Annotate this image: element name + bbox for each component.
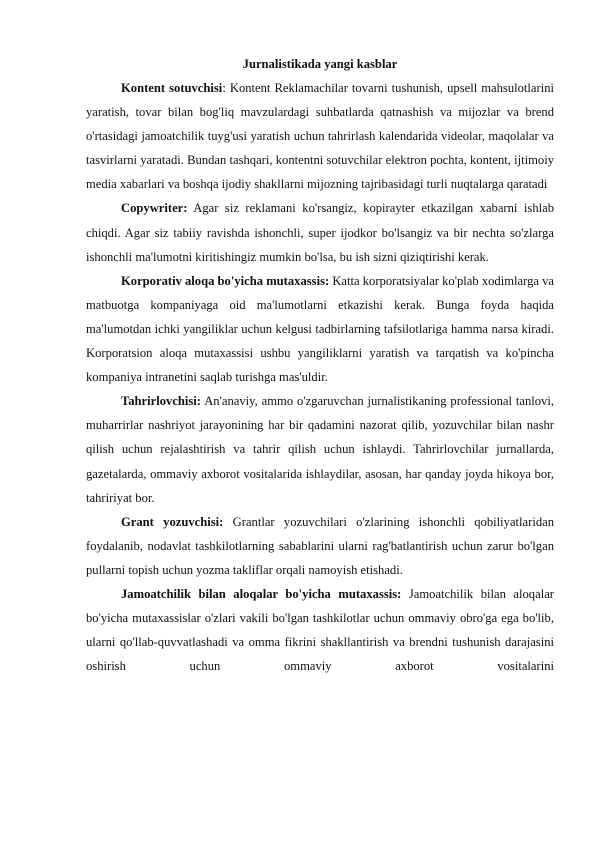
document-page — [86, 52, 554, 678]
paragraph-corporate-communications — [86, 269, 554, 389]
paragraph-text: Agar siz reklamani ko'rsangiz, kopirayter etkazilgan xabarni ishlab chiqdi. Agar siz tabiiy ravishda ishonchli, super ijodkor bo'lsangiz va bir nechta so'zlarga ishonchli ma'lumotni kiritishingiz mumkin bo'lsa, bu ish sizni qiziqtirishi kerak. — [86, 201, 554, 264]
document-title: Jurnalistikada yangi kasblar — [242, 57, 398, 71]
term-grant-writer: Grant yozuvchisi: — [121, 514, 224, 529]
paragraph-text: Jamoatchilik bilan aloqalar bo'yicha mutaxassislar o'zlari vakili bo'lgan tashkilotlar uchun ommaviy obro'ga ega bo'lib, ularni qo'llab-quvvatlashadi va omma fikrini shakllantirish va brendni tushunish darajasini oshirish uchun ommaviy axborot vositalarini — [86, 586, 554, 674]
term-public-relations: Jamoatchilik bilan aloqalar bo'yicha mutaxassis: — [121, 586, 402, 601]
term-separator: : — [222, 81, 226, 95]
paragraph-content-seller — [86, 76, 554, 196]
paragraph-text: Kontent Reklamachilar tovarni tushunish, upsell mahsulotlarini yaratish, tovar bilan bog'liq mavzulardagi suhbatlarda qatnashish va mijozlar va brend o'rtasidagi jamoatchilik tuyg'usi yaratish uchun tahrirlash kalendarida videolar, maqolalar va tasvirlarni yaratadi. Bundan tashqari, kontentni sotuvchilar elektron pochta, kontent, ijtimoiy media xabarlari va boshqa ijodiy shakllarni mijozning tajribasidagi turli nuqtalarga qaratadi — [86, 81, 554, 192]
term-corporate-communications: Korporativ aloqa bo'yicha mutaxassis: — [121, 273, 330, 288]
paragraph-text: Grantlar yozuvchilari o'zlarining ishonchli qobiliyatlaridan foydalanib, nodavlat tashkilotlarning sabablarini ularni rag'batlantirish uchun zarur bo'lgan pullarni topish uchun yozma takliflar orqali namoyish etishadi. — [86, 514, 554, 577]
paragraph-editor — [86, 389, 554, 509]
paragraph-text: An'anaviy, ammo o'zgaruvchan jurnalistikaning professional tanlovi, muharrirlar nashriyot jarayonining har bir qadamini nazorat qilib, yozuvchilar bilan nashr qilish uchun rejalashtirish va tahrir qilish uchun ishlaydi. Tahrirlovchilar jurnallarda, gazetalarda, ommaviy axborot vositalarida ishlaydilar, asosan, har qanday joyda hikoya bor, tahririyat bor. — [86, 394, 554, 505]
paragraph-copywriter — [86, 196, 554, 268]
term-copywriter: Copywriter: — [121, 201, 188, 216]
paragraph-public-relations — [86, 582, 554, 678]
term-content-seller: Kontent sotuvchisi — [121, 81, 223, 95]
paragraph-text: Katta korporatsiyalar ko'plab xodimlarga va matbuotga kompaniyaga oid ma'lumotlarni etkazishi kerak. Bunga foyda haqida ma'lumotdan ichki yangiliklar uchun kelgusi tadbirlarning tafsilotlariga hamma narsa kiradi. Korporatsion aloqa mutaxassisi ushbu yangiliklarni yaratish va tarqatish va ko'pincha kompaniya intranetini saqlab turishga mas'uldir. — [86, 273, 554, 385]
paragraph-grant-writer — [86, 510, 554, 582]
term-editor: Tahrirlovchisi: — [121, 394, 202, 409]
